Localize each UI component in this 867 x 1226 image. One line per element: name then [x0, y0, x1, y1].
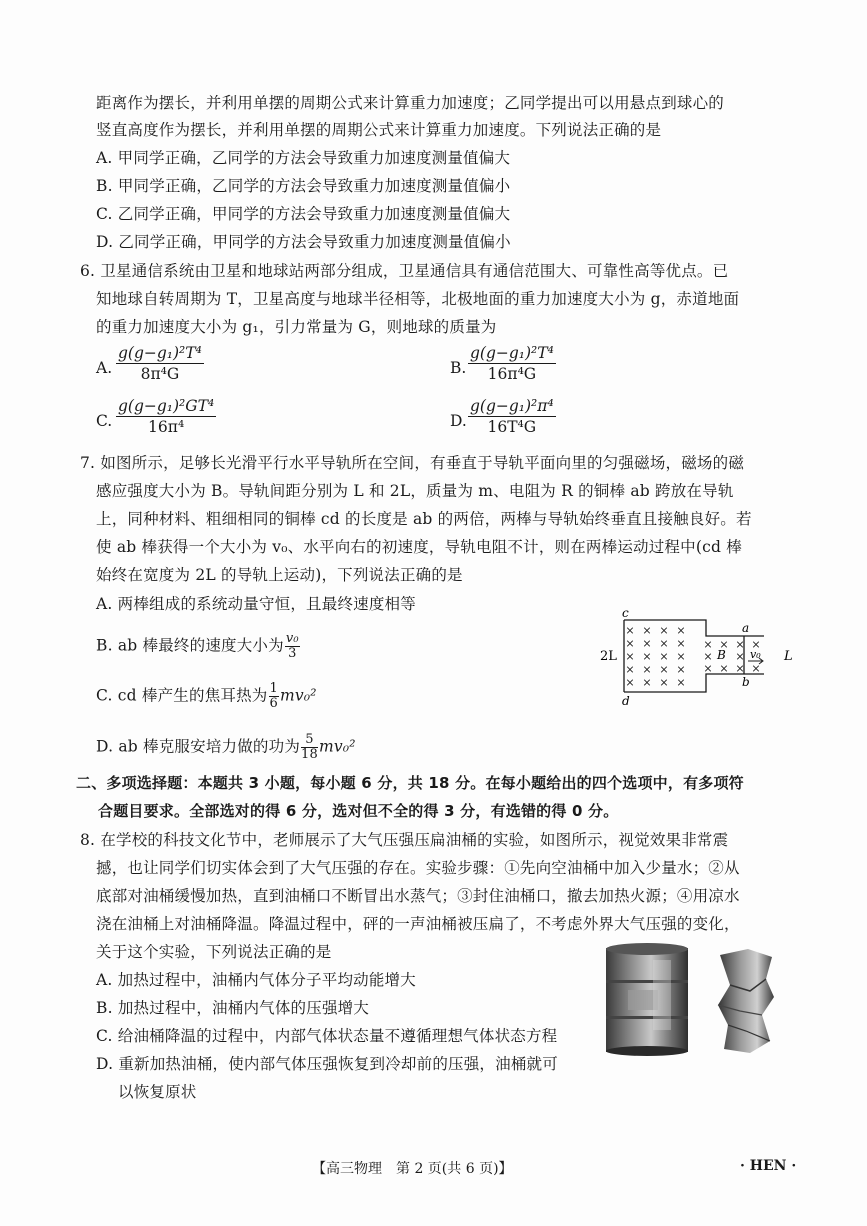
q7-option-b-denominator: 3	[288, 646, 297, 661]
label-2L: 2L	[600, 649, 617, 664]
field-cross-mark: ×	[659, 676, 669, 689]
q6-option-c-numerator: g(g−g₁)²GT⁴	[118, 397, 215, 415]
label-d: d	[622, 694, 630, 708]
field-cross-mark: ×	[659, 637, 669, 650]
field-cross-mark: ×	[659, 650, 669, 663]
label-c: c	[622, 608, 629, 620]
q6-option-a-label: A.	[96, 359, 113, 377]
q7-line5: 始终在宽度为 2L 的导轨上运动)，下列说法正确的是	[96, 566, 463, 584]
field-cross-mark: ×	[676, 624, 686, 637]
q7-option-d-numerator: 5	[301, 733, 318, 748]
field-cross-mark: ×	[642, 650, 652, 663]
field-cross-mark: ×	[659, 663, 669, 676]
q7-rail-diagram	[596, 608, 811, 708]
crushed-oil-drum-photo	[710, 945, 782, 1057]
q6-option-b-label: B.	[450, 359, 467, 377]
q5-option-a: A. 甲同学正确，乙同学的方法会导致重力加速度测量值偏大	[96, 149, 511, 167]
field-cross-mark: ×	[676, 650, 686, 663]
q7-option-b-text: B. ab 棒最终的速度大小为	[96, 636, 284, 655]
q7-option-b-numerator: v₀	[285, 631, 299, 646]
q7-line2: 感应强度大小为 B。导轨间距分别为 L 和 2L，质量为 m、电阻为 R 的铜棒 ab 跨放在导轨	[96, 482, 734, 500]
q7-option-a: A. 两棒组成的系统动量守恒，且最终速度相等	[96, 595, 416, 613]
field-cross-mark: ×	[625, 624, 635, 637]
q6-option-a-denominator: 8π⁴G	[140, 365, 180, 383]
q7-option-d-expr: mv₀²	[318, 737, 356, 756]
q6-option-a-fraction	[116, 343, 204, 384]
q5-line1: 距离作为摆长，并利用单摆的周期公式来计算重力加速度；乙同学提出可以用悬点到球心的	[96, 94, 725, 112]
label-B: B	[717, 648, 726, 662]
q8-line5: 关于这个实验，下列说法正确的是	[96, 943, 332, 961]
q7-line4: 使 ab 棒获得一个大小为 v₀、水平向右的初速度，导轨电阻不计，则在两棒运动过程中(cd 棒	[96, 538, 742, 556]
q6-option-d-denominator: 16T⁴G	[487, 418, 537, 436]
q8-option-b: B. 加热过程中，油桶内气体的压强增大	[96, 999, 370, 1017]
q5-option-d: D. 乙同学正确，甲同学的方法会导致重力加速度测量值偏小	[96, 233, 511, 251]
q7-option-c-text: C. cd 棒产生的焦耳热为	[96, 686, 268, 705]
field-cross-mark: ×	[676, 637, 686, 650]
field-cross-mark: ×	[642, 676, 652, 689]
q7-option-c-denominator: 6	[269, 696, 278, 711]
q6-option-b-fraction	[468, 343, 556, 384]
field-cross-mark: ×	[719, 638, 729, 651]
q8-option-d-line2: 以恢复原状	[118, 1083, 197, 1101]
q7-option-d-text: D. ab 棒克服安培力做的功为	[96, 737, 301, 756]
field-cross-mark: ×	[751, 662, 761, 675]
field-cross-mark: ×	[703, 638, 713, 651]
q8-line2: 撼，也让同学们切实体会到了大气压强的存在。实验步骤：①先向空油桶中加入少量水；②从	[96, 859, 740, 877]
q6-option-c-label: C.	[96, 412, 113, 430]
label-v0: v₀	[750, 648, 761, 661]
field-cross-mark: ×	[625, 663, 635, 676]
q8-option-c: C. 给油桶降温的过程中，内部气体状态量不遵循理想气体状态方程	[96, 1027, 558, 1045]
intact-oil-drum-photo	[598, 940, 696, 1058]
q6-option-b-denominator: 16π⁴G	[487, 365, 537, 383]
q8-option-a: A. 加热过程中，油桶内气体分子平均动能增大	[96, 971, 416, 989]
q7-line1: 7. 如图所示，足够长光滑平行水平导轨所在空间，有垂直于导轨平面向里的匀强磁场，磁场的磁	[80, 454, 745, 472]
q7-option-d-fraction	[301, 733, 318, 762]
q7-option-b-fraction	[285, 632, 300, 661]
q7-option-d-denominator: 18	[301, 747, 318, 762]
label-b: b	[742, 675, 750, 689]
q8-line3: 底部对油桶缓慢加热，直到油桶口不断冒出水蒸气；③封住油桶口，撤去加热火源；④用凉水	[96, 887, 740, 905]
q5-option-c: C. 乙同学正确，甲同学的方法会导致重力加速度测量值偏大	[96, 205, 511, 223]
field-cross-mark: ×	[642, 663, 652, 676]
field-cross-mark: ×	[703, 662, 713, 675]
field-cross-mark: ×	[625, 637, 635, 650]
q6-option-c-fraction	[116, 396, 216, 437]
field-cross-mark: ×	[625, 676, 635, 689]
page-footer-center: 【高三物理 第 2 页(共 6 页)】	[312, 1161, 513, 1177]
field-cross-mark: ×	[735, 638, 745, 651]
field-cross-mark: ×	[676, 676, 686, 689]
q7-option-d	[96, 733, 356, 762]
q5-option-b: B. 甲同学正确，乙同学的方法会导致重力加速度测量值偏小	[96, 177, 511, 195]
field-cross-mark: ×	[642, 637, 652, 650]
field-cross-mark: ×	[659, 624, 669, 637]
q8-line1: 8. 在学校的科技文化节中，老师展示了大气压强压扁油桶的实验，如图所示，视觉效果非常震	[80, 831, 729, 849]
section2-heading-line2: 合题目要求。全部选对的得 6 分，选对但不全的得 3 分，有选错的得 0 分。	[98, 802, 619, 820]
q5-line2: 竖直高度作为摆长，并利用单摆的周期公式来计算重力加速度。下列说法正确的是	[96, 121, 662, 139]
q8-line4: 浇在油桶上对油桶降温。降温过程中，砰的一声油桶被压扁了，不考虑外界大气压强的变化，	[96, 915, 740, 933]
field-cross-mark: ×	[735, 662, 745, 675]
q7-option-c-expr: mv₀²	[279, 686, 317, 705]
section2-heading-line1: 二、多项选择题：本题共 3 小题，每小题 6 分，共 18 分。在每小题给出的四个选项中，有多项符	[76, 774, 744, 792]
field-cross-mark: ×	[642, 624, 652, 637]
field-cross-mark: ×	[625, 650, 635, 663]
label-L: L	[784, 649, 793, 664]
q6-line1: 6. 卫星通信系统由卫星和地球站两部分组成，卫星通信具有通信范围大、可靠性高等优点。已	[80, 262, 729, 280]
q7-line3: 上，同种材料、粗细相同的铜棒 cd 的长度是 ab 的两倍，两棒与导轨始终垂直且接触良好。若	[96, 510, 752, 528]
q7-option-c-fraction	[269, 682, 279, 711]
field-crosses	[625, 624, 760, 689]
field-cross-mark: ×	[735, 650, 745, 663]
field-cross-mark: ×	[703, 650, 713, 663]
q6-option-c-denominator: 16π⁴	[148, 418, 185, 436]
page-footer-code: · HEN ·	[740, 1158, 797, 1174]
field-cross-mark: ×	[719, 662, 729, 675]
q7-option-c-numerator: 1	[269, 681, 278, 696]
q6-option-b-numerator: g(g−g₁)²T⁴	[470, 344, 554, 362]
q6-option-a-numerator: g(g−g₁)²T⁴	[118, 344, 202, 362]
q6-option-d-numerator: g(g−g₁)²π⁴	[470, 397, 554, 415]
field-cross-mark: ×	[676, 663, 686, 676]
q7-option-b	[96, 632, 301, 661]
q7-option-c	[96, 682, 317, 711]
q6-line3: 的重力加速度大小为 g₁，引力常量为 G，则地球的质量为	[96, 318, 497, 336]
q6-option-d-fraction	[468, 396, 556, 437]
q8-option-d-line1: D. 重新加热油桶，使内部气体压强恢复到冷却前的压强，油桶就可	[96, 1055, 558, 1073]
q6-option-d-label: D.	[450, 412, 467, 430]
q6-line2: 知地球自转周期为 T，卫星高度与地球半径相等，北极地面的重力加速度大小为 g，赤道地面	[96, 290, 740, 308]
label-a: a	[742, 621, 750, 635]
field-cross-mark: ×	[751, 638, 761, 651]
